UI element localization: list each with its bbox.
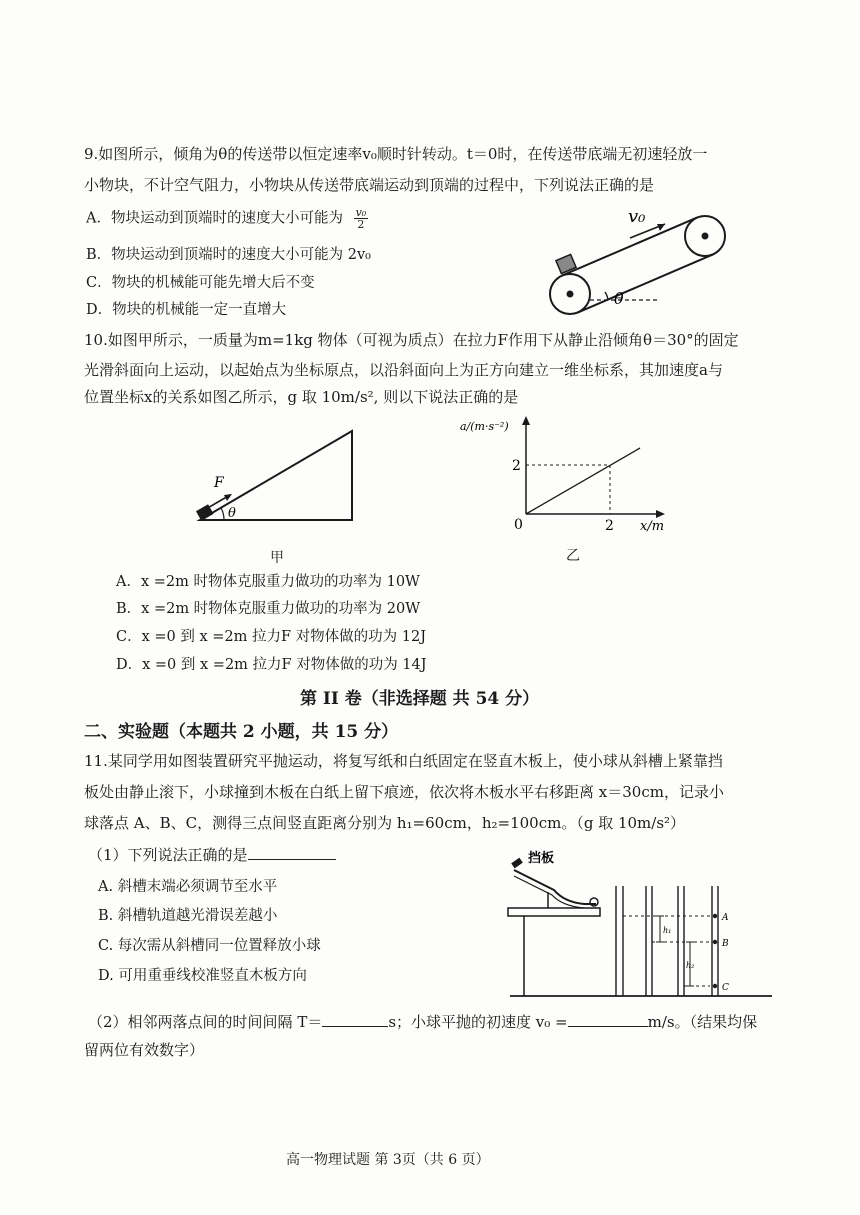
q10-stem-line2: 光滑斜面向上运动，以起始点为坐标原点，以沿斜面向上为正方向建立一维坐标系，其加速度a与 [84, 361, 723, 379]
point-C [713, 984, 717, 988]
q9-stem-line2: 小物块，不计空气阻力，小物块从传送带底端运动到顶端的过程中，下列说法正确的是 [84, 176, 655, 194]
q10-option-d: D．x =0 到 x =2m 拉力F 对物体做的功为 14J [116, 657, 427, 673]
fig-v0-label: v₀ [628, 206, 646, 227]
q10-option-b: B．x =2m 时物体克服重力做功的功率为 20W [116, 601, 421, 617]
chute-track-inner [514, 876, 584, 908]
conveyor-belt-bottom [578, 254, 713, 312]
q9-stem-line1: 9.如图所示，倾角为θ的传送带以恒定速率v₀顺时针转动。t＝0时，在传送带底端无初速轻放一 [84, 145, 708, 163]
q11-sub2-blank-T[interactable] [322, 1012, 388, 1027]
q9-option-a [86, 207, 368, 230]
fig-h2-label: h₂ [686, 961, 695, 970]
q10-figure-jia [190, 425, 360, 535]
fig-point-C-label: C [722, 983, 729, 993]
chute-track [514, 870, 596, 904]
fig-baffle-label: 挡板 [528, 851, 555, 866]
q11-sub2 [88, 1012, 757, 1032]
baffle-plate [511, 858, 523, 869]
yi-xlabel: x/m [640, 519, 665, 534]
fig-jia-caption: 甲 [270, 550, 284, 566]
q11-apparatus-figure [500, 850, 780, 1000]
q11-sub2-text-a: （2）相邻两落点间的时间间隔 T＝ [88, 1013, 323, 1031]
section2-title: 二、实验题（本题共 2 小题，共 15 分） [84, 722, 399, 742]
q11-stem-line2: 板处由静止滚下，小球撞到木板在白纸上留下痕迹，依次将木板水平右移距离 x＝30cm，记录小 [84, 783, 724, 801]
q9-option-d: D．物块的机械能一定一直增大 [86, 302, 287, 318]
q10-stem-line1: 10.如图甲所示，一质量为m=1kg 物体（可视为质点）在拉力F作用下从静止沿倾角θ＝30°的固定 [84, 331, 739, 349]
fig-theta-label: θ [614, 289, 624, 308]
q10-option-a: A．x =2m 时物体克服重力做功的功率为 10W [116, 574, 420, 590]
q9-option-b: B．物块运动到顶端时的速度大小可能为 2v₀ [86, 247, 371, 263]
q9-option-a-text: A．物块运动到顶端时的速度大小可能为 [86, 210, 343, 227]
q11-option-d: D. 可用重垂线校准竖直木板方向 [98, 968, 307, 984]
yi-line [526, 448, 640, 514]
q11-stem-line3: 球落点 A、B、C，测得三点间竖直距离分别为 h₁=60cm，h₂=100cm。（g 取 10m/s²） [84, 814, 686, 832]
q10-figure-yi [460, 412, 680, 542]
incline-angle-arc [221, 508, 224, 520]
q11-sub1-text: （1）下列说法正确的是 [88, 846, 248, 864]
q11-sub2-line2: 留两位有效数字） [84, 1041, 205, 1059]
q11-option-b: B. 斜槽轨道越光滑误差越小 [98, 908, 278, 924]
q11-stem-line1: 11.某同学用如图装置研究平抛运动，将复写纸和白纸固定在竖直木板上，使小球从斜槽上紧靠挡 [84, 752, 723, 770]
yi-x-arrowhead [656, 510, 665, 518]
q11-sub1 [88, 845, 336, 865]
q11-sub2-text-c: m/s。（结果均保 [647, 1013, 758, 1031]
table-top [508, 908, 600, 916]
yi-origin: 0 [514, 517, 523, 533]
yi-tick-y2: 2 [512, 458, 521, 474]
fig-jia-F-label: F [214, 475, 224, 491]
conveyor-bottom-axle [567, 291, 574, 298]
q11-sub2-blank-v0[interactable] [568, 1012, 648, 1027]
point-B [713, 940, 717, 944]
yi-tick-x2: 2 [605, 518, 614, 534]
q11-option-a: A. 斜槽末端必须调节至水平 [98, 879, 278, 895]
q9-option-a-denominator: 2 [357, 218, 365, 231]
q11-option-c: C. 每次需从斜槽同一位置释放小球 [98, 938, 321, 954]
angle-arc [605, 292, 608, 300]
point-A [713, 914, 717, 918]
q9-conveyor-figure [540, 200, 740, 320]
fig-point-A-label: A [722, 913, 729, 923]
q9-option-a-fraction [354, 207, 369, 230]
fig-point-B-label: B [722, 939, 729, 949]
q11-sub2-text-b: s；小球平抛的初速度 v₀ = [388, 1013, 568, 1031]
yi-y-arrowhead [522, 416, 530, 425]
yi-ylabel: a/(m·s⁻²) [460, 420, 509, 433]
q9-option-c: C．物块的机械能可能先增大后不变 [86, 275, 315, 291]
q9-option-a-numerator: v₀ [355, 206, 367, 219]
part2-title: 第 II 卷（非选择题 共 54 分） [300, 689, 540, 709]
fig-jia-theta-label: θ [228, 506, 236, 521]
fig-h1-label: h₁ [663, 926, 672, 935]
fig-yi-caption: 乙 [566, 548, 580, 564]
page-footer: 高一物理试题 第 3页（共 6 页） [286, 1152, 490, 1168]
conveyor-top-axle [702, 233, 709, 240]
q10-option-c: C．x =0 到 x =2m 拉力F 对物体做的功为 12J [116, 629, 427, 645]
q10-stem-line3: 位置坐标x的关系如图乙所示，g 取 10m/s², 则以下说法正确的是 [84, 388, 519, 406]
q11-sub1-answer-blank[interactable] [248, 845, 336, 860]
